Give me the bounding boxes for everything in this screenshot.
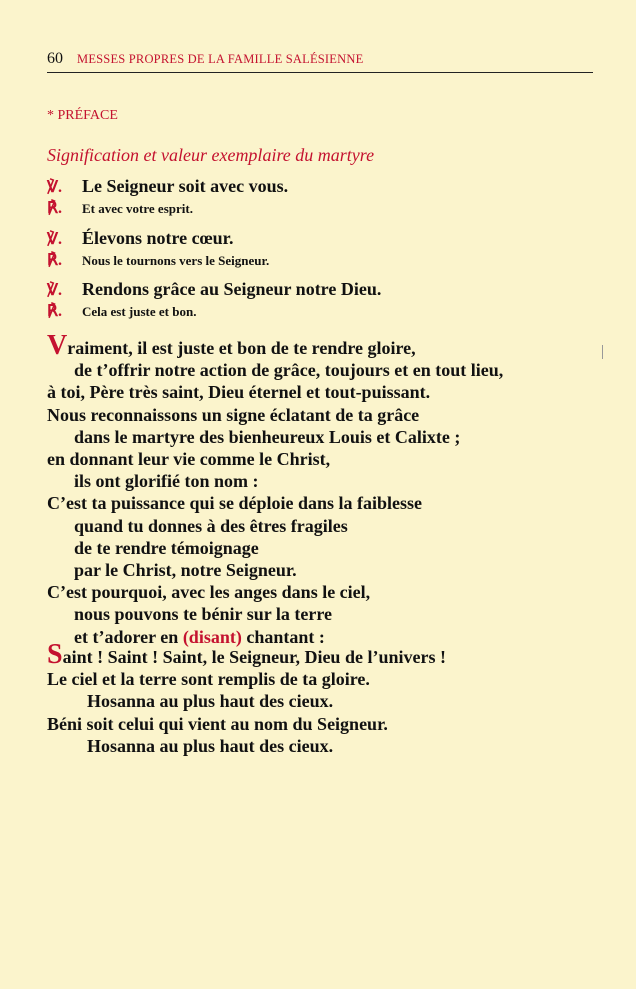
response-text: Cela est juste et bon. — [82, 304, 197, 319]
preface-line: dans le martyre des bienheureux Louis et Calixte ; — [74, 426, 461, 447]
rubric-optional-word: (disant) — [182, 626, 242, 647]
versicle-symbol: ℣. — [47, 231, 62, 248]
running-title: MESSES PROPRES DE LA FAMILLE SALÉSIENNE — [77, 52, 364, 66]
preface-line: en donnant leur vie comme le Christ, — [47, 449, 331, 470]
versicle — [47, 279, 607, 300]
versicle-text: Rendons grâce au Seigneur notre Dieu. — [82, 279, 382, 299]
preface-line: par le Christ, notre Seigneur. — [74, 560, 297, 581]
dialogue-pair-3 — [47, 279, 607, 321]
section-marker: * — [47, 108, 54, 123]
response — [47, 301, 607, 321]
versicle-symbol: ℣. — [47, 179, 62, 196]
preface-line: C’est pourquoi, avec les anges dans le ciel, — [47, 582, 371, 603]
preface-line: et t’adorer en (disant) chantant : — [74, 626, 325, 647]
response — [47, 198, 607, 218]
versicle — [47, 228, 607, 249]
response-text: Et avec votre esprit. — [82, 201, 193, 216]
sanctus-line: Le ciel et la terre sont remplis de ta gloire. — [47, 669, 370, 690]
sanctus-line: Saint ! Saint ! Saint, le Seigneur, Dieu de l’univers ! — [47, 639, 446, 670]
dialogue-pair-2 — [47, 228, 607, 270]
preface-line: Vraiment, il est juste et bon de te rendre gloire, — [47, 330, 416, 361]
preface-line: ils ont glorifié ton nom : — [74, 471, 259, 492]
dropcap: V — [47, 330, 68, 361]
sanctus-line: Hosanna au plus haut des cieux. — [87, 735, 334, 756]
preface-line: C’est ta puissance qui se déploie dans la faiblesse — [47, 493, 423, 514]
response — [47, 250, 607, 270]
preface-subtitle: Signification et valeur exemplaire du martyre — [47, 145, 375, 165]
dialogue-pair-1 — [47, 176, 607, 218]
preface-line: à toi, Père très saint, Dieu éternel et tout-puissant. — [47, 382, 431, 403]
response-text: Nous le tournons vers le Seigneur. — [82, 253, 270, 268]
sanctus-text — [47, 639, 607, 757]
preface-line: de te rendre témoignage — [74, 537, 259, 558]
section-heading — [47, 108, 118, 124]
sanctus-line: Hosanna au plus haut des cieux. — [87, 691, 334, 712]
versicle-symbol: ℣. — [47, 282, 62, 299]
versicle — [47, 176, 607, 197]
preface-line: nous pouvons te bénir sur la terre — [74, 604, 333, 625]
sanctus-line: Béni soit celui qui vient au nom du Seigneur. — [47, 713, 388, 734]
section-title: PRÉFACE — [57, 108, 118, 123]
preface-line: de t’offrir notre action de grâce, toujours et en tout lieu, — [74, 360, 504, 381]
versicle-text: Le Seigneur soit avec vous. — [82, 176, 289, 196]
page-number: 60 — [47, 50, 63, 67]
dropcap: S — [47, 639, 63, 670]
running-header — [47, 50, 593, 73]
preface-line: quand tu donnes à des êtres fragiles — [74, 515, 348, 536]
preface-line: Nous reconnaissons un signe éclatant de ta grâce — [47, 404, 420, 425]
versicle-text: Élevons notre cœur. — [82, 228, 234, 248]
response-symbol: ℟. — [47, 200, 62, 217]
response-symbol: ℟. — [47, 303, 62, 320]
response-symbol: ℟. — [47, 252, 62, 269]
preface-text — [47, 330, 607, 648]
